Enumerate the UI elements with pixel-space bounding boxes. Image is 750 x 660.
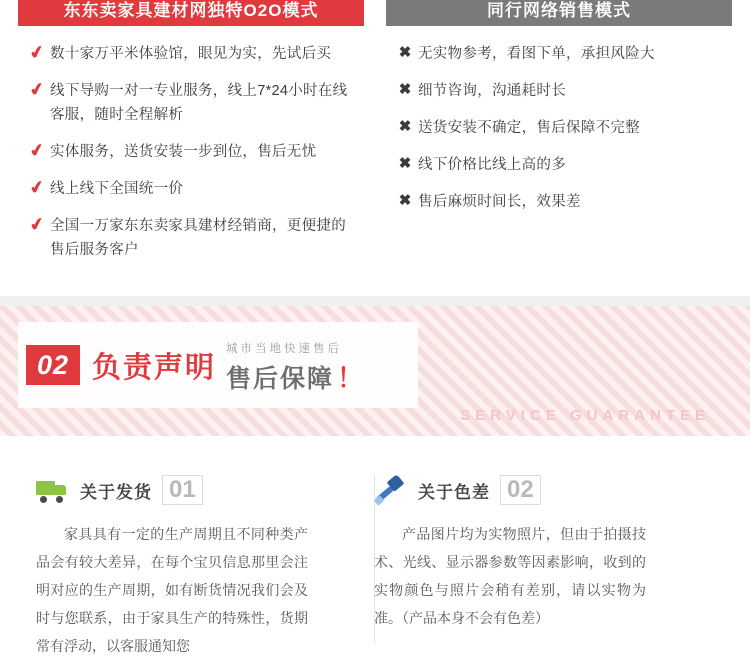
banner-exclamation: ！ xyxy=(337,363,364,393)
list-item-label: 线下价格比线上高的多 xyxy=(418,157,566,173)
service-block-text: 产品图片均为实物照片，但由于拍摄技术、光线、显示器参数等因素影响，收到的实物颜色与照片会稍有差别，请以实物为准。（产品本身不会有色差） xyxy=(374,526,646,626)
list-item xyxy=(392,153,722,177)
comparison-right-heading: 同行网络销售模式 xyxy=(386,0,732,26)
service-block-number: 01 xyxy=(162,475,203,505)
service-block-header xyxy=(36,470,338,510)
list-item xyxy=(392,116,722,140)
banner-subtitle-row xyxy=(226,358,363,395)
list-item xyxy=(24,214,354,262)
service-block-shipping xyxy=(0,470,338,652)
list-item-label: 线上线下全国统一价 xyxy=(50,181,184,197)
check-mark-icon: ✔ xyxy=(27,41,46,64)
list-item xyxy=(24,140,354,164)
service-block-title: 关于发货 xyxy=(80,482,152,502)
comparison-left-list xyxy=(18,26,364,285)
service-block-number: 02 xyxy=(500,475,541,505)
cross-mark-icon: ✖ xyxy=(398,155,412,172)
truck-icon xyxy=(36,475,70,505)
list-item-label: 线下导购一对一专业服务，线上7*24小时在线客服，随时全程解析 xyxy=(50,83,348,123)
banner-subtitle-small: 城市当地快速售后 xyxy=(226,343,343,355)
section-divider xyxy=(0,296,750,306)
banner-number-badge: 02 xyxy=(26,345,80,385)
banner-content xyxy=(18,322,438,408)
list-item xyxy=(24,79,354,127)
service-block-title: 关于色差 xyxy=(418,482,490,502)
comparison-columns xyxy=(0,0,750,285)
list-item-label: 送货安装不确定，售后保障不完整 xyxy=(418,120,640,136)
list-item xyxy=(24,42,354,66)
list-item xyxy=(24,177,354,201)
comparison-column-own xyxy=(18,0,364,285)
check-mark-icon: ✔ xyxy=(27,213,46,236)
check-mark-icon: ✔ xyxy=(27,176,46,199)
comparison-left-heading: 东东卖家具建材网独特O2O模式 xyxy=(18,0,364,26)
list-item-label: 无实物参考，看图下单，承担风险大 xyxy=(418,46,655,62)
banner-english-text: SERVICE GUARANTEE xyxy=(460,407,710,424)
service-block-text: 家具具有一定的生产周期且不同种类产品会有较大差异，在每个宝贝信息那里会注明对应的生产周期，如有断货情况我们会及时与您联系，由于家具生产的特殊性，货期常有浮动，以客服通知您 xyxy=(36,526,308,654)
service-block-header xyxy=(374,470,676,510)
service-section xyxy=(0,436,750,652)
banner-subtitle-group xyxy=(226,335,363,395)
brush-icon xyxy=(374,475,408,505)
banner-subtitle-big: 售后保障 xyxy=(226,365,335,393)
service-guarantee-banner xyxy=(0,306,750,436)
list-item xyxy=(392,42,722,66)
list-item-label: 数十家万平米体验馆，眼见为实，先试后买 xyxy=(50,46,332,62)
check-mark-icon: ✔ xyxy=(27,78,46,101)
cross-mark-icon: ✖ xyxy=(398,192,412,209)
cross-mark-icon: ✖ xyxy=(398,81,412,98)
check-mark-icon: ✔ xyxy=(27,139,46,162)
comparison-column-competitor xyxy=(386,0,732,285)
list-item-label: 实体服务，送货安装一步到位，售后无忧 xyxy=(50,144,317,160)
service-block-color xyxy=(338,470,676,652)
list-item-label: 全国一万家东东卖家具建材经销商，更便捷的售后服务客户 xyxy=(50,218,346,258)
comparison-right-list xyxy=(386,26,732,237)
list-item xyxy=(392,79,722,103)
cross-mark-icon: ✖ xyxy=(398,44,412,61)
list-item-label: 细节咨询，沟通耗时长 xyxy=(418,83,566,99)
cross-mark-icon: ✖ xyxy=(398,118,412,135)
banner-title: 负责声明 xyxy=(92,351,217,384)
list-item-label: 售后麻烦时间长，效果差 xyxy=(418,194,581,210)
list-item xyxy=(392,190,722,214)
comparison-section xyxy=(0,0,750,296)
